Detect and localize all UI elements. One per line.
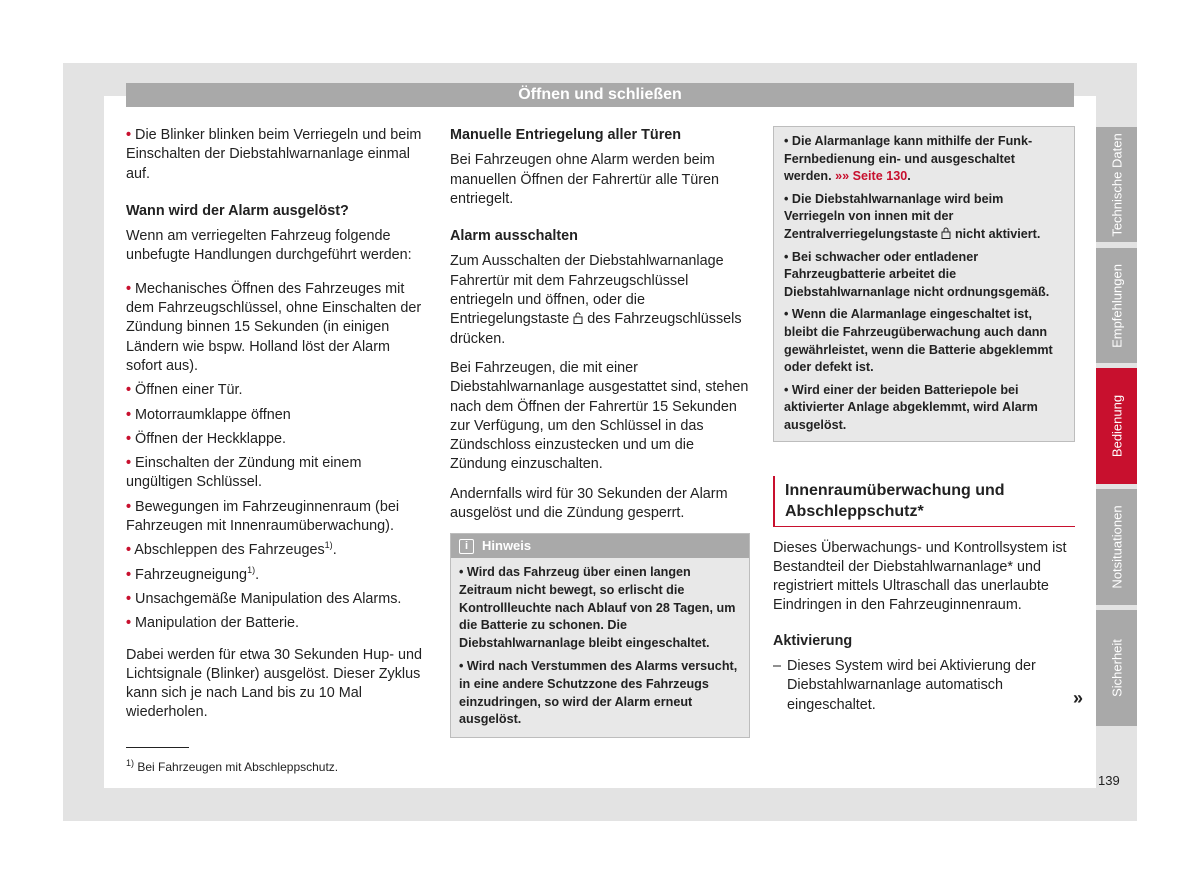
footnote-rule <box>126 747 189 748</box>
section-title: Innenraumüberwachung und Abschleppschutz* <box>773 476 1075 527</box>
tab-notsituationen[interactable]: Notsituationen <box>1096 489 1137 605</box>
list-item: • Mechanisches Öffnen des Fahrzeuges mit dem Fahrzeugschlüssel, ohne Einschalten der Zündung binnen 15 Sekunden (in einigen Ländern wie bspw. Holland löst der Alarm sofort aus). <box>126 280 422 374</box>
list-item: • Manipulation der Batterie. <box>126 615 300 632</box>
lock-icon <box>941 227 951 239</box>
column-left <box>126 126 426 733</box>
unlock-icon <box>573 312 583 324</box>
list-item: • Öffnen einer Tür. <box>126 382 243 399</box>
intro-bullet: • Die Blinker blinken beim Verriegeln und beim Einschalten der Diebstahlwarnanlage einmal auf. <box>126 127 422 182</box>
tab-sicherheit[interactable]: Sicherheit <box>1096 610 1137 726</box>
tab-empfehlungen[interactable]: Empfehlungen <box>1096 248 1137 363</box>
notice-box <box>773 126 1075 442</box>
paragraph: Bei Fahrzeugen, die mit einer Diebstahlwarnanlage ausgestattet sind, stehen nach dem Öffnen der Fahrertür 15 Sekunden zur Verfügung, um den Schlüssel in das Zündschloss einzustecken und um die Zündung einzuschalten. <box>450 359 749 473</box>
column-middle <box>450 126 750 738</box>
list-item: • Unsachgemäße Manipulation des Alarms. <box>126 590 402 607</box>
list-item: • Öffnen der Heckklappe. <box>126 430 286 447</box>
page-number: 139 <box>1098 773 1120 788</box>
hint-item: • Wird nach Verstummen des Alarms versucht, in eine andere Schutzzone des Fahrzeugs einzudringen, so wird der Alarm erneut ausgelöst. <box>459 659 738 727</box>
action-step: – Dieses System wird bei Aktivierung der Diebstahlwarnanlage automatisch eingeschaltet. <box>773 657 1075 715</box>
footnote: $^{1)}$ Bei Fahrzeugen mit Abschleppschutz. <box>126 758 339 774</box>
section-heading: Aktivierung <box>773 632 853 649</box>
dash-marker: – <box>773 657 782 674</box>
page-link[interactable]: »» Seite 130 <box>835 169 908 184</box>
list-item: • Abschleppen des Fahrzeuges$^{1)}$. <box>126 540 337 559</box>
hint-title: Hinweis <box>482 538 532 554</box>
info-icon: i <box>459 539 474 554</box>
hint-item: • Wird das Fahrzeug über einen langen Zeitraum nicht bewegt, so erlischt die Kontrollleuchte nach Ablauf von 28 Tagen, um die Batterie zu schonen. Die Diebstahlwarnanlage bleibt eingeschaltet. <box>459 565 736 650</box>
hint-header <box>451 534 749 558</box>
tab-technische-daten[interactable]: Technische Daten <box>1096 127 1137 242</box>
paragraph: Andernfalls wird für 30 Sekunden der Alarm ausgelöst und die Zündung gesperrt. <box>450 485 728 522</box>
section-heading: Alarm ausschalten <box>450 228 578 245</box>
paragraph: Bei Fahrzeugen ohne Alarm werden beim manuellen Öffnen der Fahrertür alle Türen entriegelt. <box>450 152 720 207</box>
footnote-ref[interactable]: 1) <box>324 540 333 551</box>
chapter-header: Öffnen und schließen <box>126 83 1074 107</box>
section-heading: Wann wird der Alarm ausgelöst? <box>126 202 349 219</box>
list-item: • Einschalten der Zündung mit einem ungültigen Schlüssel. <box>126 455 362 491</box>
column-right <box>773 126 1075 715</box>
notice-item: • Bei schwacher oder entladener Fahrzeugbatterie arbeitet die Diebstahlwarnanlage nicht ordnungsgemäß. <box>784 249 1050 299</box>
continue-icon: » <box>1073 688 1084 708</box>
notice-item: • Die Alarmanlage kann mithilfe der Funk-Fernbedienung ein- und ausgeschaltet werden. »» Seite 130. <box>784 134 1033 184</box>
footnote-ref[interactable]: 1) <box>247 564 256 575</box>
hint-body <box>451 558 749 736</box>
section-heading: Manuelle Entriegelung aller Türen <box>450 127 682 143</box>
paragraph: Zum Ausschalten der Diebstahlwarnanlage Fahrertür mit dem Fahrzeugschlüssel entriegeln und öffnen, oder die Entriegelungstaste des Fahrzeugschlüssels drücken. <box>450 253 742 347</box>
hint-box <box>450 533 750 737</box>
bullet-dot: • <box>126 127 132 143</box>
intro-paragraph: Wenn am verriegelten Fahrzeug folgende unbefugte Handlungen durchgeführt werden: <box>126 228 412 264</box>
closing-paragraph: Dabei werden für etwa 30 Sekunden Hup- und Lichtsignale (Blinker) ausgelöst. Dieser Zyklus kann sich je nach Land bis zu 10 Mal wiederholen. <box>126 646 422 721</box>
notice-item: • Die Diebstahlwarnanlage wird beim Verriegeln von innen mit der Zentralverriegelungstaste nicht aktiviert. <box>784 191 1041 241</box>
notice-item: • Wenn die Alarmanlage eingeschaltet ist, bleibt die Fahrzeugüberwachung auch dann gewährleistet, wenn die Batterie abgeklemmt oder defekt ist. <box>784 307 1053 375</box>
notice-item: • Wird einer der beiden Batteriepole bei aktivierter Anlage abgeklemmt, wird Alarm ausgelöst. <box>784 382 1038 432</box>
list-item: • Bewegungen im Fahrzeuginnenraum (bei Fahrzeugen mit Innenraumüberwachung). <box>126 498 400 535</box>
list-item: • Motorraumklappe öffnen <box>126 406 291 423</box>
paragraph: Dieses Überwachungs- und Kontrollsystem ist Bestandteil der Diebstahlwarnanlage* und registriert mittels Ultraschall das unerlaubte Eindringen in den Fahrzeuginnenraum. <box>773 539 1067 614</box>
list-item: • Fahrzeugneigung$^{1)}$. <box>126 564 260 583</box>
tab-bedienung[interactable]: Bedienung <box>1096 368 1137 484</box>
